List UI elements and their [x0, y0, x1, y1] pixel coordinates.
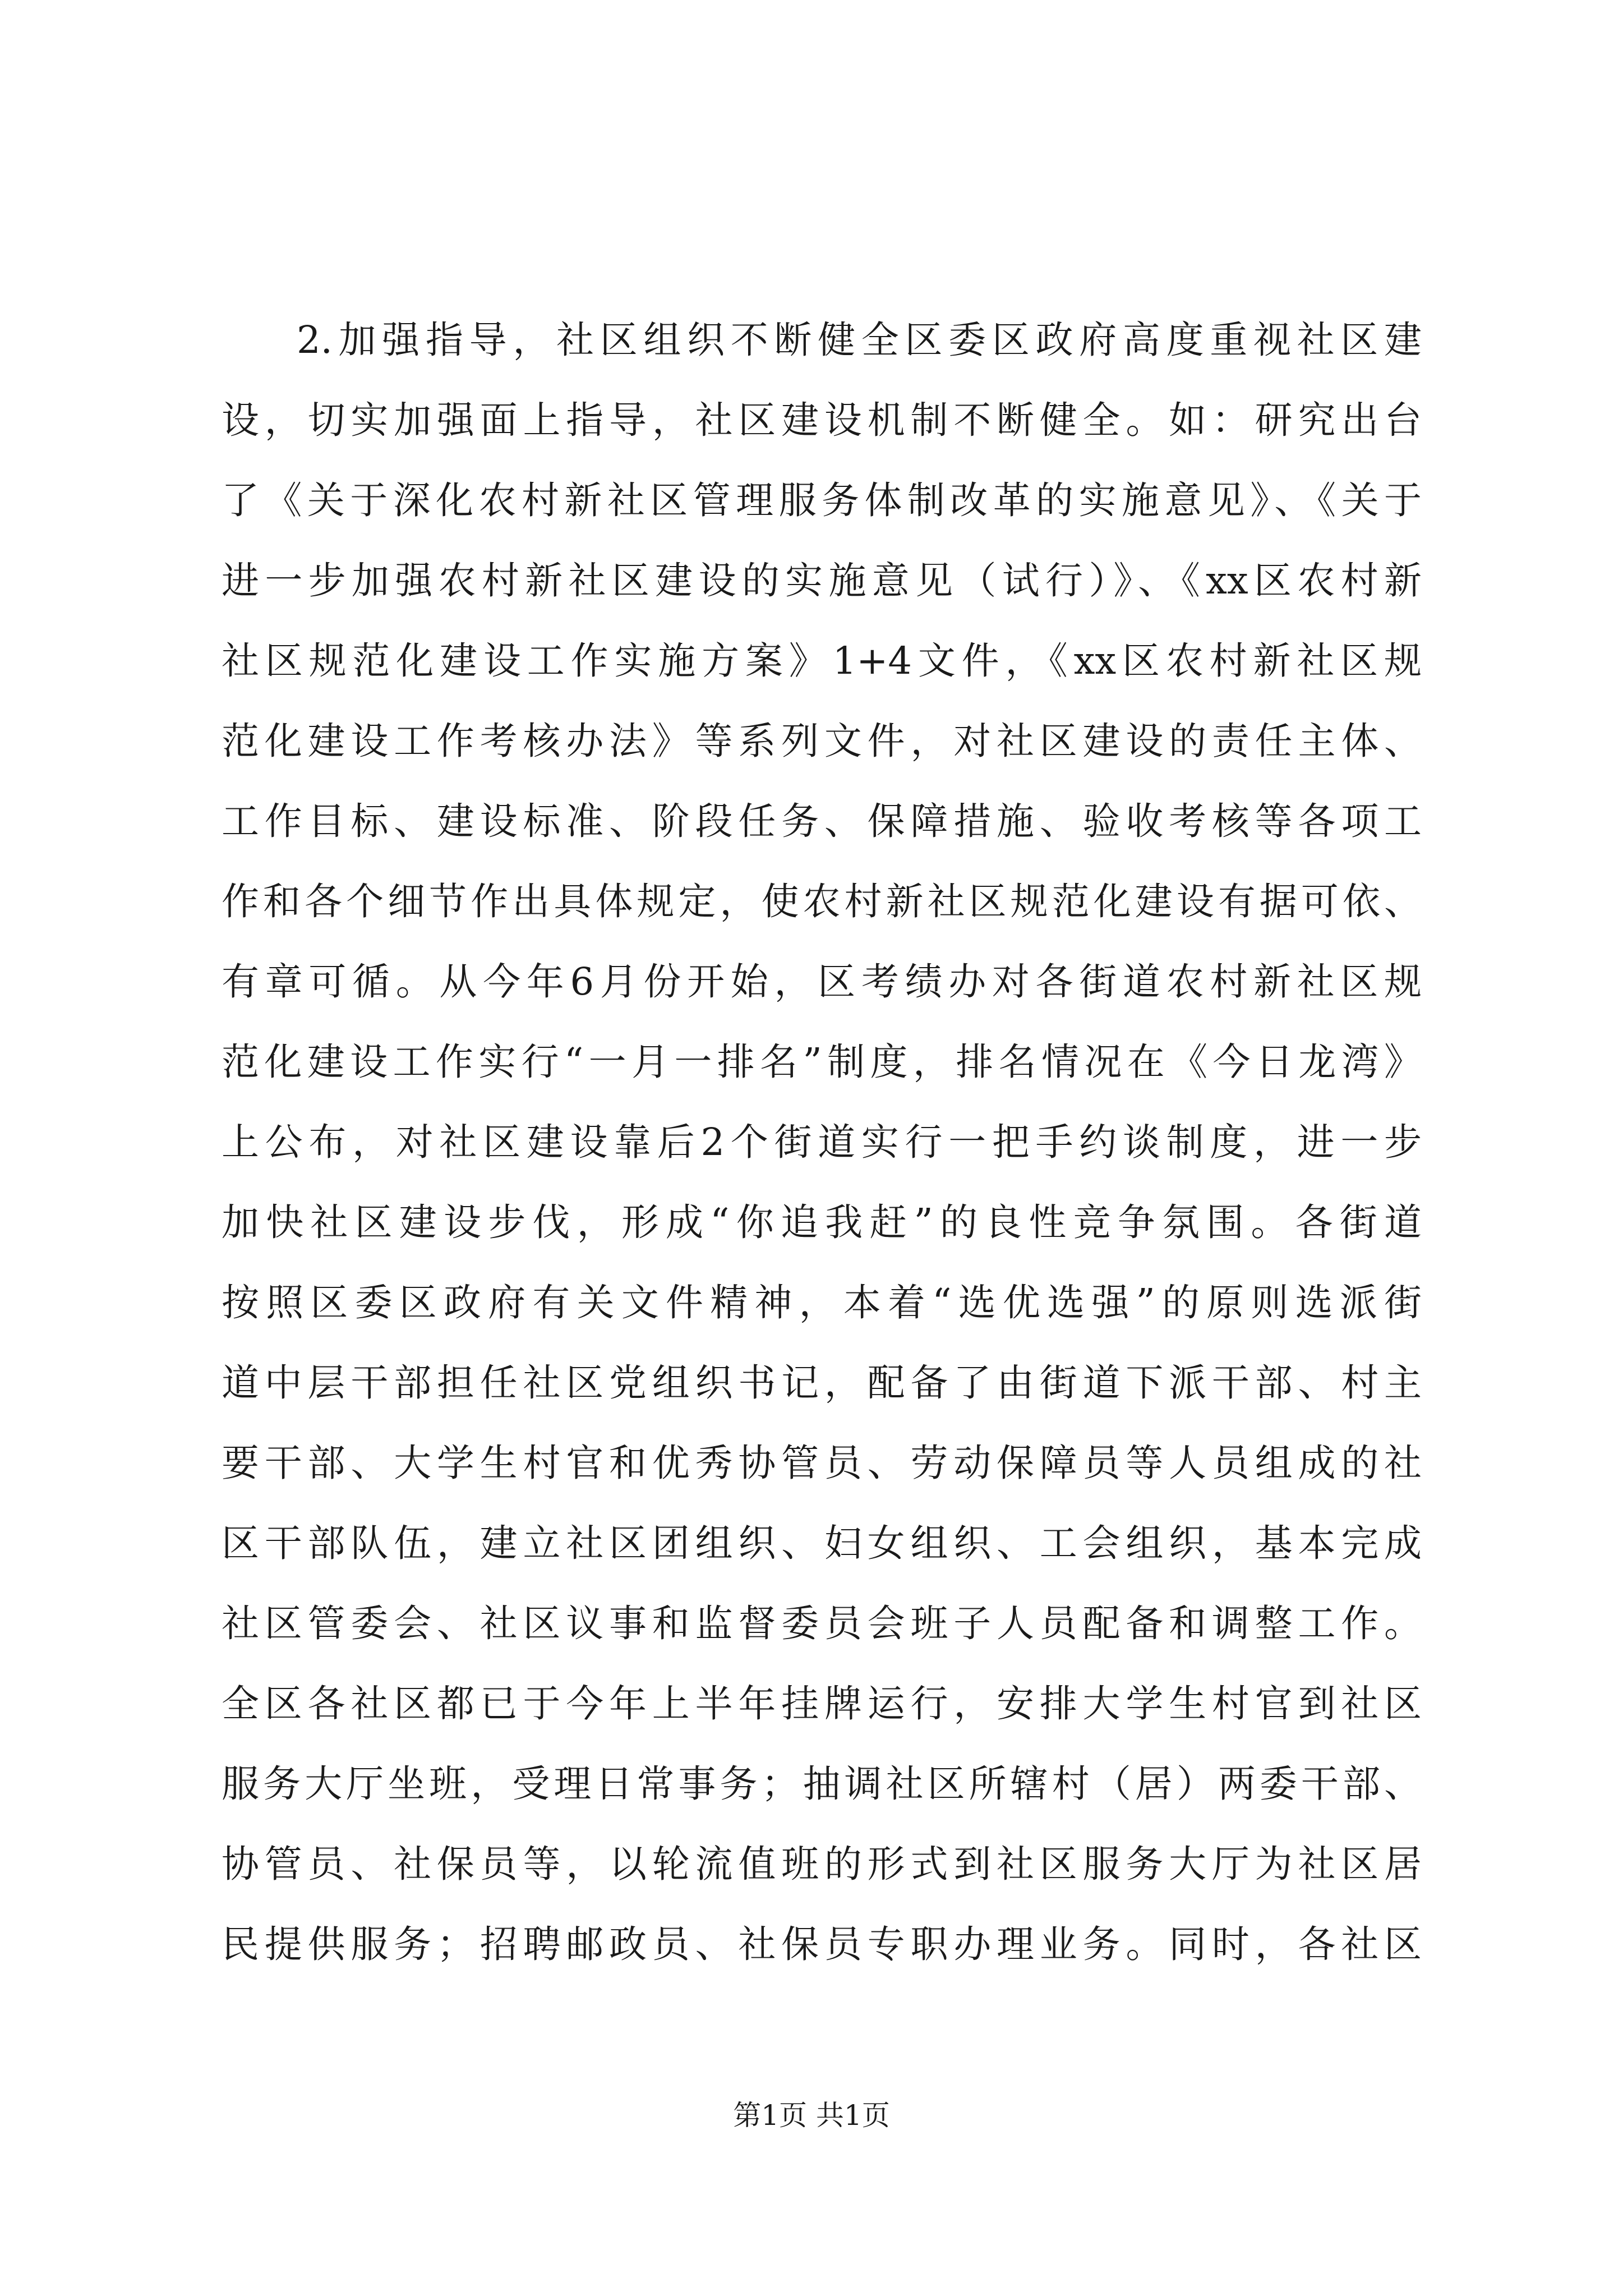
- paragraph-line: 进一步加强农村新社区建设的实施意见（试行）》、《xx区农村新: [222, 559, 1422, 602]
- paragraph-line: 要干部、大学生村官和优秀协管员、劳动保障员等人员组成的社: [222, 1441, 1422, 1485]
- paragraph-line: 有章可循。从今年6月份开始，区考绩办对各街道农村新社区规: [222, 960, 1422, 1004]
- paragraph-line: 设，切实加强面上指导，社区建设机制不断健全。如：研究出台: [222, 398, 1422, 442]
- paragraph-line: 工作目标、建设标准、阶段任务、保障措施、验收考核等各项工: [222, 799, 1422, 843]
- paragraph-line: 区干部队伍，建立社区团组织、妇女组织、工会组织，基本完成: [222, 1521, 1422, 1565]
- paragraph-line: 2.加强指导，社区组织不断健全区委区政府高度重视社区建: [297, 318, 1422, 362]
- page-number-label: 第1页 共1页: [733, 2099, 890, 2132]
- paragraph-line: 服务大厅坐班，受理日常事务；抽调社区所辖村（居）两委干部、: [222, 1762, 1422, 1806]
- page-footer: [0, 2096, 1623, 2135]
- paragraph-line: 作和各个细节作出具体规定，使农村新社区规范化建设有据可依、: [222, 880, 1422, 923]
- paragraph-line: 社区规范化建设工作实施方案》1+4文件，《xx区农村新社区规: [222, 639, 1422, 683]
- paragraph-line: 道中层干部担任社区党组织书记，配备了由街道下派干部、村主: [222, 1361, 1422, 1405]
- paragraph-line: 社区管委会、社区议事和监督委员会班子人员配备和调整工作。: [222, 1602, 1422, 1645]
- paragraph-line: 按照区委区政府有关文件精神，本着“选优选强”的原则选派街: [222, 1281, 1422, 1324]
- paragraph-line: 加快社区建设步伐，形成“你追我赶”的良性竞争氛围。各街道: [222, 1200, 1422, 1244]
- document-body: [222, 300, 1422, 1985]
- paragraph-line: 协管员、社保员等，以轮流值班的形式到社区服务大厅为社区居: [222, 1842, 1422, 1886]
- paragraph-line: 上公布，对社区建设靠后2个街道实行一把手约谈制度，进一步: [222, 1120, 1422, 1164]
- paragraph-line: 民提供服务；招聘邮政员、社保员专职办理业务。同时，各社区: [222, 1922, 1422, 1966]
- paragraph-line: 了《关于深化农村新社区管理服务体制改革的实施意见》、《关于: [222, 478, 1422, 522]
- paragraph-line: 全区各社区都已于今年上半年挂牌运行，安排大学生村官到社区: [222, 1682, 1422, 1726]
- paragraph-line: 范化建设工作实行“一月一排名”制度，排名情况在《今日龙湾》: [222, 1040, 1422, 1084]
- paragraph-line: 范化建设工作考核办法》等系列文件，对社区建设的责任主体、: [222, 719, 1422, 763]
